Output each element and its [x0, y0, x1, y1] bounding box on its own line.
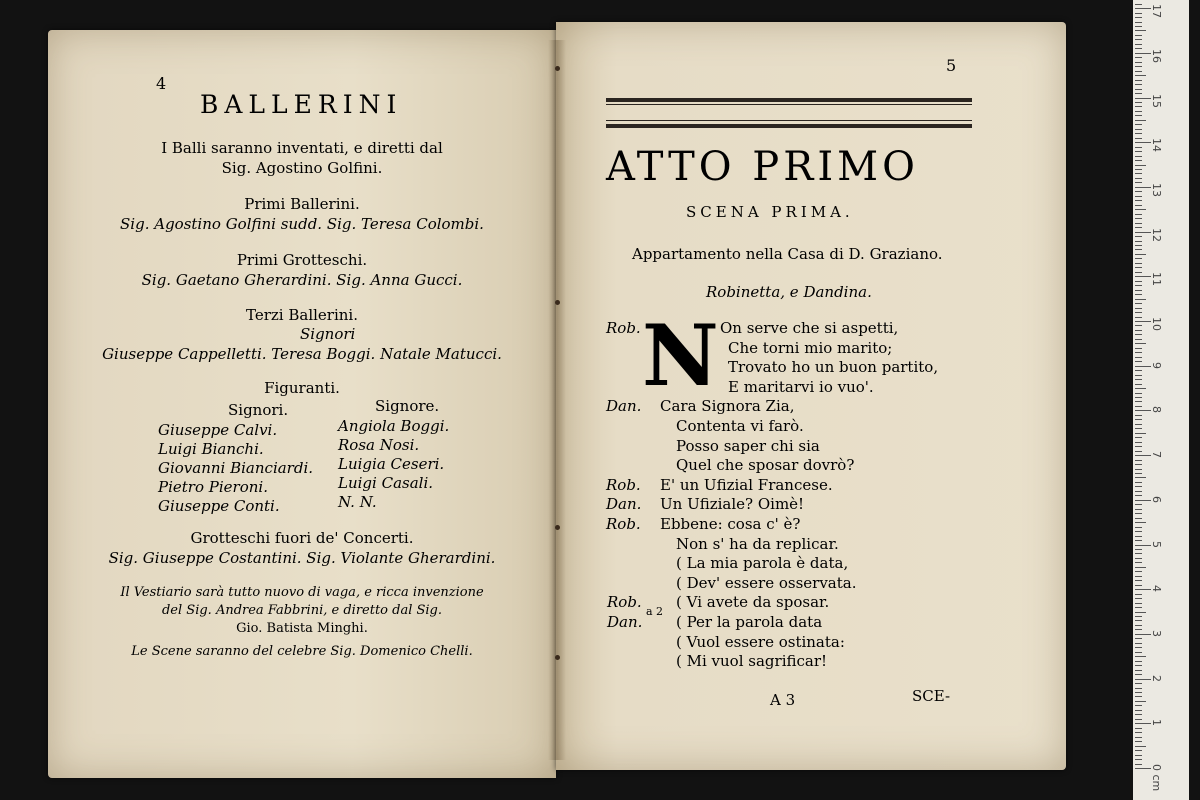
ruler-tick [1135, 272, 1142, 273]
dialogue-line: Trovato ho un buon partito, [728, 358, 939, 377]
ruler-tick [1135, 44, 1142, 45]
ruler-tick [1135, 504, 1142, 505]
ruler-tick [1135, 433, 1146, 434]
ruler-tick [1135, 665, 1142, 666]
ruler-tick [1135, 348, 1142, 349]
ruler-tick [1135, 705, 1142, 706]
ruler-tick [1135, 562, 1142, 563]
speaker-label: Rob. [606, 515, 641, 533]
terzi-signori-label: Signori [300, 325, 356, 343]
dialogue-line: ( La mia parola è data, [676, 554, 849, 573]
intro-line-1: I Balli saranno inventati, e diretti dal [161, 139, 443, 157]
ruler-tick [1135, 80, 1142, 81]
ruler-label: 7 [1150, 451, 1163, 459]
ruler-label: 12 [1150, 227, 1163, 242]
ruler-tick [1135, 460, 1142, 461]
ruler-tick [1135, 93, 1142, 94]
ruler-tick [1135, 522, 1146, 523]
figuranti-label: Figuranti. [264, 379, 340, 397]
ruler-tick [1135, 339, 1142, 340]
ruler-tick [1135, 401, 1142, 402]
dialogue-line: Un Ufiziale? Oimè! [660, 495, 805, 514]
binding-hole [555, 66, 560, 71]
ruler-tick [1135, 540, 1142, 541]
ruler-tick [1135, 325, 1142, 326]
signore-list-item: Angiola Boggi. [338, 417, 450, 435]
ruler-tick [1135, 446, 1142, 447]
dialogue-line: Posso saper chi sia [676, 436, 820, 455]
ruler-tick [1135, 241, 1142, 242]
ruler-tick [1135, 182, 1142, 183]
page-number-right: 5 [946, 56, 957, 75]
ruler-tick [1135, 536, 1142, 537]
ruler-tick [1135, 17, 1142, 18]
ruler-tick [1135, 4, 1142, 5]
ruler-tick [1135, 714, 1142, 715]
signori-list-item: Giuseppe Calvi. [158, 421, 278, 439]
ruler-tick [1135, 147, 1142, 148]
ruler-tick [1135, 187, 1151, 188]
dialogue-line: ( Per la parola data [676, 613, 823, 631]
ruler-tick [1135, 236, 1142, 237]
ruler-tick [1135, 424, 1142, 425]
ruler-tick [1135, 473, 1142, 474]
ruler-tick [1135, 169, 1142, 170]
ruler-tick [1135, 165, 1146, 166]
ruler-tick [1135, 120, 1146, 121]
ruler-label: 2 [1150, 674, 1163, 682]
ruler-tick [1135, 30, 1146, 31]
ruler-tick [1135, 567, 1146, 568]
ruler-label: 4 [1150, 585, 1163, 593]
ruler-tick [1135, 196, 1142, 197]
ruler-tick [1135, 299, 1146, 300]
ruler-tick [1135, 732, 1142, 733]
primi-grotteschi-label: Primi Grotteschi. [236, 251, 368, 269]
dialogue-line: Ebbene: cosa c' è? [660, 515, 801, 533]
ruler-tick [1135, 245, 1142, 246]
ruler-tick [1135, 571, 1142, 572]
ruler-tick [1135, 200, 1142, 201]
ruler-tick [1135, 710, 1142, 711]
ruler-tick [1135, 509, 1142, 510]
signature-mark: A 3 [770, 691, 796, 709]
vestiario-line-1: Il Vestiario sarà tutto nuovo di vaga, e ricca invenzione [120, 585, 484, 600]
ruler-tick [1135, 656, 1146, 657]
signori-list-item: Luigi Bianchi. [158, 440, 264, 458]
ruler-label: 16 [1150, 48, 1163, 63]
terzi-ballerini-label: Terzi Ballerini. [246, 306, 358, 324]
ruler-label: 9 [1150, 361, 1163, 369]
ruler-tick [1135, 469, 1142, 470]
ruler-tick [1135, 26, 1142, 27]
ruler-tick [1135, 178, 1142, 179]
ruler-tick [1135, 495, 1142, 496]
ruler-tick [1135, 71, 1142, 72]
ruler-tick [1135, 719, 1142, 720]
ruler-tick [1135, 218, 1142, 219]
ruler-tick [1135, 558, 1142, 559]
page-number-left: 4 [156, 74, 167, 93]
ruler-tick [1135, 308, 1142, 309]
scene-heading: SCENA PRIMA. [686, 203, 854, 221]
primi-ballerini-label: Primi Ballerini. [244, 195, 360, 213]
ruler-tick [1135, 607, 1142, 608]
ruler-tick [1135, 13, 1142, 14]
ruler-tick [1135, 366, 1151, 367]
ruler-tick [1135, 576, 1142, 577]
ruler-tick [1135, 616, 1142, 617]
ruler-tick [1135, 500, 1151, 501]
ruler-tick [1135, 384, 1142, 385]
ruler-tick [1135, 410, 1151, 411]
scene-setting: Appartamento nella Casa di D. Graziano. [632, 245, 943, 263]
dialogue-line: ( Vuol essere ostinata: [676, 632, 845, 651]
ruler-tick [1135, 661, 1142, 662]
speaker-label: Dan. [606, 397, 642, 416]
ruler-tick [1135, 652, 1142, 653]
signore-list-item: N. N. [338, 493, 377, 511]
ruler-tick [1135, 276, 1151, 277]
grotteschi-fuori-label: Grotteschi fuori de' Concerti. [190, 529, 414, 547]
signore-list-item: Luigia Ceseri. [338, 455, 445, 473]
ruler-tick [1135, 22, 1142, 23]
ruler-tick [1135, 375, 1142, 376]
signore-list-item: Luigi Casali. [338, 474, 434, 492]
ruler-tick [1135, 455, 1151, 456]
ruler-tick [1135, 741, 1142, 742]
vestiario-line-2: del Sig. Andrea Fabbrini, e diretto dal Sig. [161, 603, 443, 618]
signori-list-item: Giovanni Bianciardi. [158, 459, 314, 477]
ruler-tick [1135, 553, 1142, 554]
ruler-tick [1135, 464, 1142, 465]
ruler-tick [1135, 620, 1142, 621]
ruler-tick [1135, 294, 1142, 295]
dialogue-line: Non s' ha da replicar. [676, 534, 839, 553]
dialogue-line: On serve che si aspetti, [720, 319, 899, 337]
ruler-tick [1135, 696, 1142, 697]
ruler-tick [1135, 129, 1142, 130]
ruler-tick [1135, 728, 1142, 729]
ruler-label: 10 [1150, 317, 1163, 331]
ruler-tick [1135, 670, 1142, 671]
ruler-tick [1135, 205, 1142, 206]
ruler-label: 6 [1150, 495, 1163, 503]
ruler-tick [1135, 138, 1142, 139]
ruler-tick [1135, 102, 1142, 103]
ruler-tick [1135, 482, 1142, 483]
terzi-ballerini-names: Giuseppe Cappelletti. Teresa Boggi. Natale Matucci. [102, 345, 502, 363]
ruler-tick [1135, 209, 1146, 210]
ornament-rule [606, 98, 972, 102]
ruler-tick [1135, 370, 1142, 371]
ruler-tick [1135, 679, 1151, 680]
ruler-label: 11 [1150, 272, 1163, 287]
ruler-tick [1135, 35, 1142, 36]
ruler-tick [1135, 267, 1142, 268]
ruler-tick [1135, 647, 1142, 648]
scene-characters: Robinetta, e Dandina. [706, 283, 872, 301]
ruler-label: 5 [1150, 540, 1163, 548]
ruler-tick [1135, 66, 1142, 67]
ruler-tick [1135, 531, 1142, 532]
ruler-tick [1135, 393, 1142, 394]
dialogue-line: E maritarvi io vuo'. [728, 377, 874, 396]
dialogue-line: Che torni mio marito; [728, 338, 893, 357]
dialogue-line: ( Dev' essere osservata. [676, 573, 857, 592]
ruler-tick [1135, 160, 1142, 161]
ornament-rule [606, 120, 972, 121]
dialogue-line: Cara Signora Zia, [660, 397, 795, 416]
dialogue-line: ( Mi vuol sagrificar! [676, 652, 828, 671]
ruler-tick [1135, 334, 1142, 335]
ruler-tick [1135, 549, 1142, 550]
ruler-tick [1135, 357, 1142, 358]
ruler-tick [1135, 755, 1142, 756]
catchword: SCE- [912, 687, 951, 705]
ruler-tick [1135, 317, 1142, 318]
ruler-tick [1135, 477, 1146, 478]
ruler-tick [1135, 281, 1142, 282]
ruler-tick [1135, 173, 1142, 174]
ruler-tick [1135, 361, 1142, 362]
ruler-tick [1135, 133, 1142, 134]
ruler-tick [1135, 437, 1142, 438]
ruler-tick [1135, 330, 1142, 331]
ruler-tick [1135, 124, 1142, 125]
ruler-tick [1135, 451, 1142, 452]
ruler-tick [1135, 39, 1142, 40]
ruler-label: 8 [1150, 406, 1163, 414]
ruler-tick [1135, 527, 1142, 528]
signori-list-item: Pietro Pieroni. [158, 478, 268, 496]
ruler-tick [1135, 62, 1142, 63]
ruler-tick [1135, 84, 1142, 85]
ruler-tick [1135, 89, 1142, 90]
ruler-tick [1135, 312, 1142, 313]
ruler-tick [1135, 634, 1151, 635]
ruler-label: 14 [1150, 138, 1163, 153]
ruler-tick [1135, 643, 1142, 644]
ruler-tick [1135, 227, 1142, 228]
ruler-tick [1135, 111, 1142, 112]
ruler-tick [1135, 397, 1142, 398]
ruler-tick [1135, 232, 1151, 233]
speaker-label: Rob. [606, 475, 641, 494]
vestiario-line-3: Gio. Batista Minghi. [236, 621, 368, 636]
ruler-tick [1135, 585, 1142, 586]
intro-line-2: Sig. Agostino Golfini. [221, 159, 383, 177]
ruler-label: 17 [1150, 4, 1163, 19]
ruler-tick [1135, 151, 1142, 152]
ornament-rule [606, 124, 972, 128]
ruler-tick [1135, 48, 1142, 49]
ruler-tick [1135, 8, 1151, 9]
ruler-tick [1135, 98, 1151, 99]
ruler-tick [1135, 692, 1142, 693]
ruler-label: 3 [1150, 629, 1163, 637]
ruler-tick [1135, 156, 1142, 157]
ruler-tick [1135, 513, 1142, 514]
dialogue-line: ( Vi avete da sposar. [676, 593, 830, 612]
primi-grotteschi-names: Sig. Gaetano Gherardini. Sig. Anna Gucci. [141, 271, 463, 289]
ruler-tick [1135, 598, 1142, 599]
act-title: ATTO PRIMO [606, 144, 919, 190]
ruler-label: 15 [1150, 93, 1163, 108]
ruler-tick [1135, 428, 1142, 429]
ruler-tick [1135, 580, 1142, 581]
ruler-tick [1135, 603, 1142, 604]
signori-label: Signori. [228, 401, 289, 419]
signore-label: Signore. [375, 397, 440, 415]
grotteschi-fuori-names: Sig. Giuseppe Costantini. Sig. Violante Gherardini. [108, 549, 496, 567]
dialogue-line: Contenta vi farò. [676, 417, 804, 435]
ruler-tick [1135, 442, 1142, 443]
page-heading-ballerini: BALLERINI [200, 90, 403, 119]
ruler-tick [1135, 223, 1142, 224]
ruler-tick [1135, 406, 1142, 407]
ruler-tick [1135, 638, 1142, 639]
ruler-tick [1135, 589, 1151, 590]
speaker-label: Rob. [606, 319, 641, 337]
ruler-tick [1135, 57, 1142, 58]
ruler-tick [1135, 263, 1142, 264]
ruler-tick [1135, 249, 1142, 250]
speaker-label: Rob. [607, 593, 642, 612]
ruler-tick [1135, 746, 1146, 747]
ruler-tick [1135, 115, 1142, 116]
ruler-tick [1135, 258, 1142, 259]
ruler-tick [1135, 768, 1151, 769]
ruler-tick [1135, 191, 1142, 192]
ruler-tick [1135, 106, 1142, 107]
ruler-tick [1135, 303, 1142, 304]
ruler-tick [1135, 594, 1142, 595]
drop-cap: N [642, 306, 719, 405]
ruler-tick [1135, 629, 1142, 630]
dialogue-line: E' un Ufizial Francese. [660, 475, 833, 494]
ruler-tick [1135, 75, 1146, 76]
ruler-tick [1135, 486, 1142, 487]
dialogue-line: Quel che sposar dovrò? [676, 456, 855, 475]
ruler-tick [1135, 701, 1146, 702]
ruler-tick [1135, 759, 1142, 760]
ruler-tick [1135, 321, 1151, 322]
ruler-tick [1135, 415, 1142, 416]
ruler-tick [1135, 625, 1142, 626]
ruler-label: 0 cm [1150, 764, 1163, 792]
ruler-tick [1135, 343, 1146, 344]
ruler-tick [1135, 737, 1142, 738]
ruler-tick [1135, 419, 1142, 420]
signori-list-item: Giuseppe Conti. [158, 497, 280, 515]
speaker-label: Dan. [607, 613, 643, 631]
ruler-tick [1135, 352, 1142, 353]
ruler-tick [1135, 285, 1142, 286]
ruler-tick [1135, 491, 1142, 492]
ruler-tick [1135, 683, 1142, 684]
ruler-tick [1135, 764, 1142, 765]
ruler-tick [1135, 674, 1142, 675]
speaker-label: Dan. [606, 495, 642, 514]
ruler-label: 13 [1150, 182, 1163, 197]
ruler-tick [1135, 518, 1142, 519]
ruler-tick [1135, 290, 1142, 291]
ruler-tick [1135, 142, 1151, 143]
ruler-tick [1135, 545, 1151, 546]
ruler-tick [1135, 254, 1146, 255]
primi-ballerini-names: Sig. Agostino Golfini sudd. Sig. Teresa Colombi. [120, 215, 484, 233]
ruler-tick [1135, 379, 1142, 380]
ruler-tick [1135, 723, 1151, 724]
ruler-tick [1135, 688, 1142, 689]
ruler-tick [1135, 214, 1142, 215]
scene-credit-line: Le Scene saranno del celebre Sig. Domenico Chelli. [131, 644, 473, 659]
ornament-rule [606, 104, 972, 105]
a-due-mark: a 2 [646, 605, 664, 618]
ruler-tick [1135, 750, 1142, 751]
ruler-tick [1135, 612, 1146, 613]
ruler-tick [1135, 388, 1146, 389]
signore-list-item: Rosa Nosi. [338, 436, 420, 454]
ruler-label: 1 [1150, 719, 1163, 727]
ruler-tick [1135, 53, 1151, 54]
